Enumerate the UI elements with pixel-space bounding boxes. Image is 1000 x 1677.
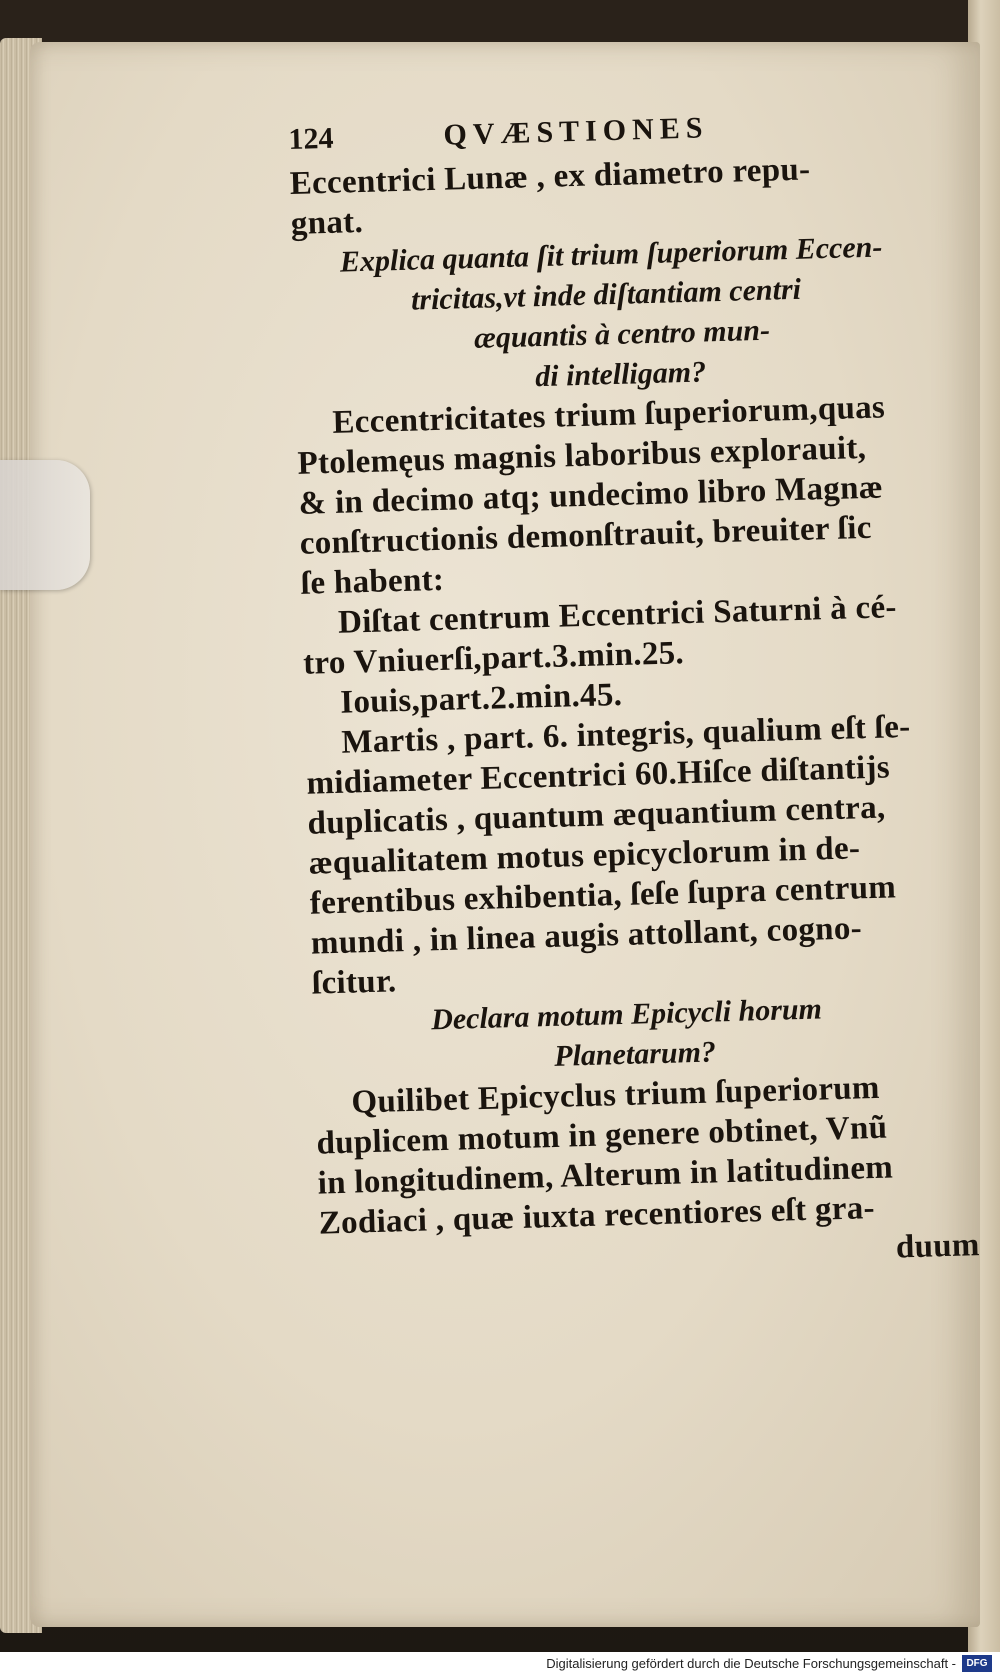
question-heading-line: Explica quanta ſit trium ſuperiorum Eccen- [339,230,883,279]
page-number: 124 [288,121,334,156]
text-line: duplicatis , quantum æquantium centra, [307,789,886,842]
question-heading-line: æquantis à centro mun- [473,313,771,355]
scanner-thumb-clip [0,460,90,590]
text-line: Eccentricitates trium ſuperiorum,quas [331,389,886,441]
text-line: ſe habent: [300,561,445,602]
digitization-footer [0,1652,1000,1677]
text-line: Diſtat centrum Eccentrici Saturni à cé- [337,589,898,641]
text-line: duplicem motum in genere obtinet, Vnũ [316,1109,888,1162]
question-heading-line: tricitas,vt inde diſtantiam centri [410,272,802,317]
text-line: Ptolemęus magnis laboribus explorauit, [297,429,867,482]
text-line: Iouis,part.2.min.45. [339,676,623,721]
book-page [30,42,980,1627]
text-line: æqualitatem motus epicyclorum in de- [308,830,861,882]
text-line: ferentibus exhibentia, ſeſe ſupra centrum [309,869,897,922]
text-line: Martis , part. 6. integris, qualium eſt ſe- [340,708,911,761]
text-line: tro Vniuerſi,part.3.min.25. [302,635,685,682]
question-heading-line: di intelligam? [534,355,707,394]
catchword: duum [895,1227,980,1266]
text-line: conſtructionis demonſtrauit, breuiter ſic [299,509,873,562]
text-line: gnat. [290,203,364,242]
page-text-block [288,100,980,1283]
running-title: QVÆSTIONES [443,111,709,152]
dfg-logo: DFG [962,1655,992,1672]
footer-credit: Digitalisierung gefördert durch die Deutsche Forschungsgemeinschaft - [546,1656,956,1671]
text-line: Zodiaci , quæ iuxta recentiores eſt gra- [318,1190,876,1242]
text-line: in longitudinem, Alterum in latitudinem [317,1149,894,1202]
question-heading-line: Planetarum? [553,1035,717,1073]
question-heading-line: Declara motum Epicycli horum [430,992,823,1037]
text-line: & in decimo atq; undecimo libro Magnæ [298,469,884,522]
text-line: Quilibet Epicyclus trium ſuperiorum [350,1069,881,1121]
text-line: ſcitur. [311,963,397,1002]
text-line: midiameter Eccentrici 60.Hiſce diſtantijs [306,749,891,802]
text-line: Eccentrici Lunæ , ex diametro repu- [289,151,811,202]
text-line: mundi , in linea augis attollant, cogno- [310,910,863,962]
